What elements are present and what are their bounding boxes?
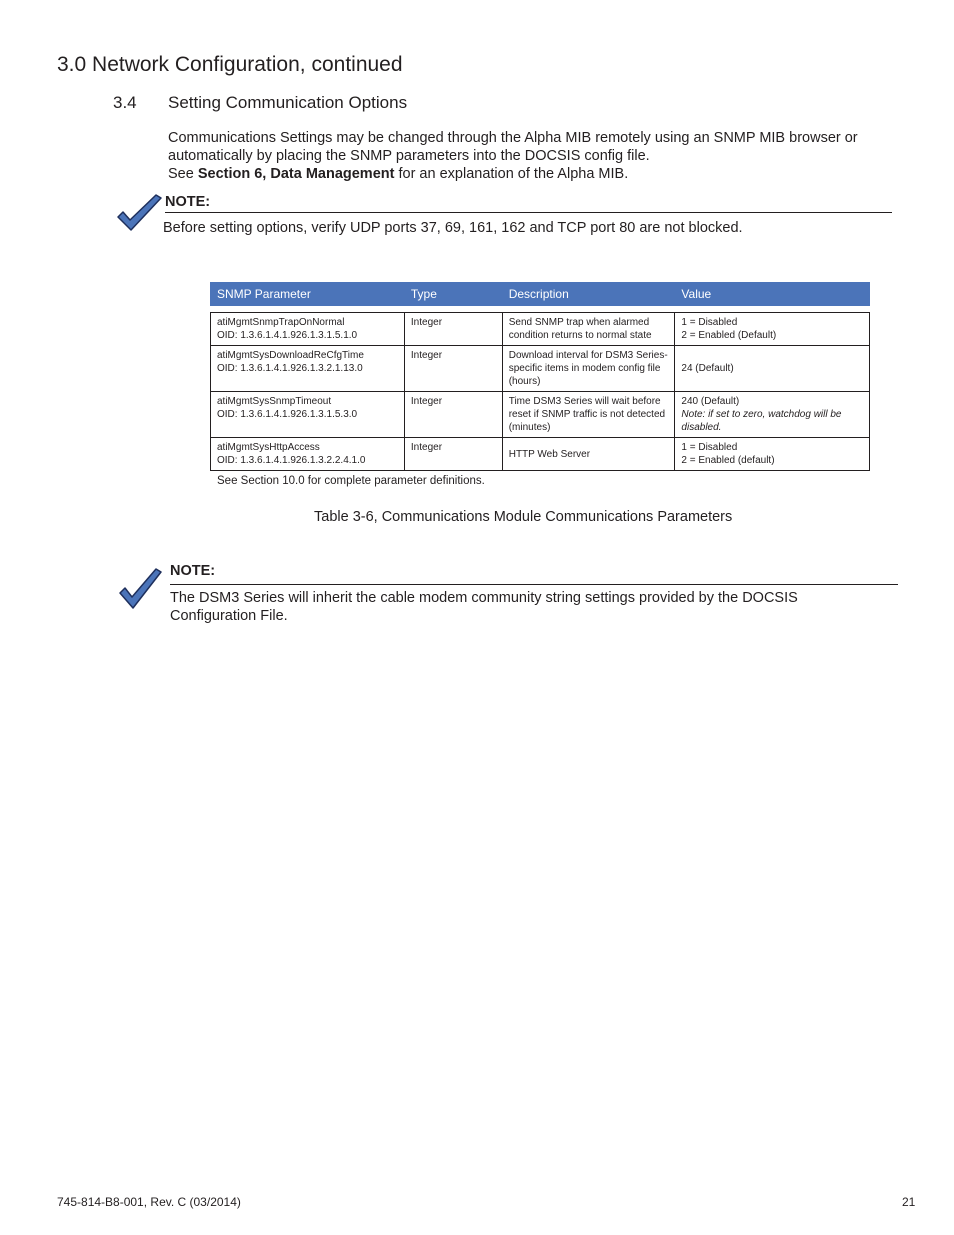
column-header: Type <box>404 283 502 306</box>
description-cell: Download interval for DSM3 Series-specific items in modem config file (hours) <box>502 346 675 392</box>
section-number: 3.4 <box>113 93 137 112</box>
document-id: 745-814-B8-001, Rev. C (03/2014) <box>57 1195 241 1209</box>
section-title: Setting Communication Options <box>168 93 408 112</box>
value-cell <box>675 392 870 438</box>
column-header: Value <box>675 283 870 306</box>
parameter-oid: OID: 1.3.6.1.4.1.926.1.3.2.2.4.1.0 <box>217 455 366 466</box>
parameter-cell <box>211 392 405 438</box>
checkmark-icon <box>117 567 163 611</box>
table-row <box>211 438 870 471</box>
note-text: Before setting options, verify UDP ports 37, 69, 161, 162 and TCP port 80 are not blocked. <box>163 220 743 236</box>
parameters-table <box>210 282 870 471</box>
value-line: 2 = Enabled (default) <box>681 455 775 466</box>
value-cell <box>675 346 870 392</box>
table-caption: Table 3-6, Communications Module Communications Parameters <box>314 509 733 525</box>
parameter-cell <box>211 313 405 346</box>
parameter-name: atiMgmtSnmpTrapOnNormal <box>217 317 345 328</box>
note-text: The DSM3 Series will inherit the cable modem community string settings provided by the DOCSIS Configuration File. <box>170 590 798 624</box>
description-cell: Time DSM3 Series will wait before reset if SNMP traffic is not detected (minutes) <box>502 392 675 438</box>
value-line: 1 = Disabled <box>681 317 738 328</box>
description-cell: Send SNMP trap when alarmed condition returns to normal state <box>502 313 675 346</box>
type-cell: Integer <box>404 392 502 438</box>
note-divider <box>170 584 898 585</box>
type-cell: Integer <box>404 313 502 346</box>
column-header: Description <box>502 283 675 306</box>
value-cell <box>675 438 870 471</box>
note-label: NOTE: <box>165 194 211 210</box>
parameter-oid: OID: 1.3.6.1.4.1.926.1.3.1.5.3.0 <box>217 409 358 420</box>
checkmark-icon <box>115 193 163 233</box>
description-cell: HTTP Web Server <box>502 438 675 471</box>
value-line: 1 = Disabled <box>681 442 738 453</box>
value-line: 240 (Default) <box>681 396 740 407</box>
table-row <box>211 346 870 392</box>
see-prefix: See <box>168 166 198 182</box>
parameter-cell <box>211 346 405 392</box>
parameter-oid: OID: 1.3.6.1.4.1.926.1.3.2.1.13.0 <box>217 363 363 374</box>
intro-paragraph <box>168 129 908 183</box>
page-title: 3.0 Network Configuration, continued <box>57 53 403 76</box>
column-header: SNMP Parameter <box>211 283 405 306</box>
table-row <box>211 313 870 346</box>
note-divider <box>165 212 892 213</box>
parameter-cell <box>211 438 405 471</box>
parameter-name: atiMgmtSysHttpAccess <box>217 442 320 453</box>
table-row <box>211 392 870 438</box>
type-cell: Integer <box>404 438 502 471</box>
see-suffix: for an explanation of the Alpha MIB. <box>394 166 629 182</box>
value-line: 24 (Default) <box>681 363 734 374</box>
note-label: NOTE: <box>170 563 216 579</box>
value-line: 2 = Enabled (Default) <box>681 330 777 341</box>
table-footnote: See Section 10.0 for complete parameter definitions. <box>217 475 485 487</box>
intro-see-line <box>168 165 908 183</box>
parameter-oid: OID: 1.3.6.1.4.1.926.1.3.1.5.1.0 <box>217 330 358 341</box>
type-cell: Integer <box>404 346 502 392</box>
section-reference: Section 6, Data Management <box>197 166 395 182</box>
parameter-name: atiMgmtSysDownloadReCfgTime <box>217 350 364 361</box>
page-number: 21 <box>902 1195 916 1209</box>
intro-text: Communications Settings may be changed through the Alpha MIB remotely using an SNMP MIB browser or automatically by placing the SNMP parameters into the DOCSIS config file. <box>168 130 858 164</box>
parameter-name: atiMgmtSysSnmpTimeout <box>217 396 332 407</box>
value-note: Note: if set to zero, watchdog will be disabled. <box>681 409 842 433</box>
table-header-row <box>211 283 870 306</box>
value-cell <box>675 313 870 346</box>
